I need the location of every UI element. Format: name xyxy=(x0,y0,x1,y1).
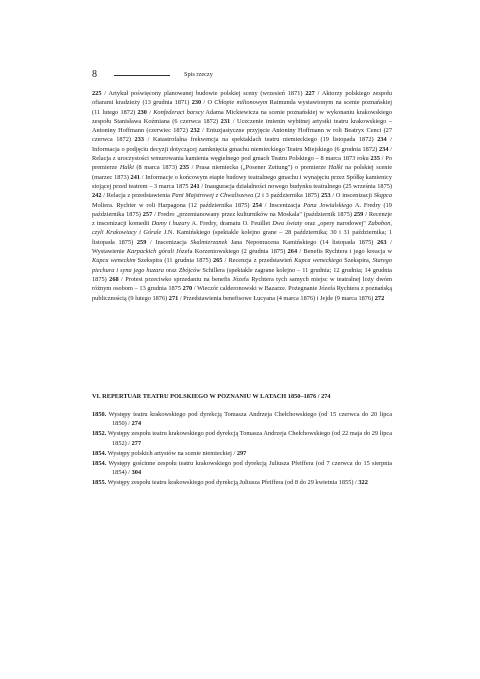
entry-text: Raimunda wystawionym na scenie poznańskiej (11 lutego 1872) xyxy=(92,99,392,116)
toc-paragraph xyxy=(92,89,392,303)
page-ref: 231 xyxy=(220,117,231,125)
page-ref: 233 xyxy=(134,136,145,144)
entry-text: / Prasa niemiecka („Posener Zeitung") o premierze xyxy=(189,164,329,172)
page-ref: 263 xyxy=(377,238,387,246)
toc-entry xyxy=(92,459,392,478)
page-ref: 265 xyxy=(212,257,223,265)
page-ref: 322 xyxy=(358,478,368,486)
entry-text: / Aktorzy polskiego zespołu ofiarami kradzieży (13 grudnia 1871) xyxy=(92,90,392,107)
toc-entries-list xyxy=(92,410,392,488)
page-ref: 277 xyxy=(131,439,142,447)
entry-text: / Fredro „przemianowany przez kulturników na Moskala" (październik 1875) xyxy=(152,210,354,218)
entry-text: / Entuzjastyczne przyjęcie Antoniny Hoffmann w roli Beatryx Cenci (27 czerwca 1872) xyxy=(92,127,392,144)
page-ref: 234 xyxy=(379,145,389,153)
work-title: Konfederaci barscy xyxy=(153,108,204,116)
work-title: Skalmierzanek xyxy=(190,238,228,246)
entry-text: / Wieczór calderonowski w Bazarze. Pożegnanie Józefa Rychtera z poznańską publicznością (9 lutego 1876) xyxy=(92,285,393,302)
entry-text: / Wystawienie xyxy=(92,238,392,256)
toc-entry xyxy=(92,449,392,458)
entry-year: 1854. xyxy=(92,459,107,467)
entry-text: A. Fredry (19 października 1875) xyxy=(92,201,392,218)
work-title: Zabobon, czyli Krakowiacy i Górale xyxy=(92,220,393,237)
entry-text: / Benefis Rychtera i jego kreacja w xyxy=(297,248,393,256)
entry-text: A. Fredry, dramatu O. Feuillet xyxy=(189,220,273,228)
page-ref: 225 xyxy=(92,90,102,97)
work-title: Halki xyxy=(119,164,134,172)
work-title: Chłopie milionowym xyxy=(214,99,268,107)
page-ref: 234 xyxy=(377,136,387,144)
work-title: Dwa światy xyxy=(272,220,303,228)
entry-text: / Katastrofalna frekwencja na spektaklach teatru niemieckiego (19 listopada 1872) xyxy=(144,136,378,144)
entry-text: Występy zespołu teatru krakowskiego pod dyrekcją Juliusza Pfeiffera (od 8 do 29 kwietnia 1855) / xyxy=(106,478,359,486)
entry-text: Występy gościnne zespołu teatru krakowskiego pod dyrekcją Juliusza Pfeiffera (od 7 czerwca do 15 sierpnia 1854) / xyxy=(106,459,392,476)
work-title: Halki xyxy=(328,164,343,172)
entry-text: Szekspira, xyxy=(342,257,373,265)
entry-text: / O inscenizacji xyxy=(330,192,374,200)
page-ref: 242 xyxy=(92,192,102,200)
entry-text: Moliera. Rychter w roli Harpagona (12 października 1875) xyxy=(92,201,253,209)
entry-text: Jana Nepomucena Kamińskiego (14 listopada 1875) xyxy=(227,238,378,246)
entry-text: Schillera (spektakle zagrane kolejno – 11 grudnia; 12 grudnia; 14 grudnia 1875) xyxy=(92,266,392,283)
entry-text: / xyxy=(146,108,154,116)
page-ref: 241 xyxy=(130,173,141,181)
work-title: Pani Majstrowej z Chwaliszewa xyxy=(171,192,254,200)
entry-text: / Inauguracja działalności nowego budynku teatralnego (25 września 1875) xyxy=(199,182,392,190)
entry-text: (2 i 3 października 1875) xyxy=(253,192,322,200)
page-header xyxy=(92,69,412,81)
page-number: 8 xyxy=(92,69,97,80)
page-ref: 235 xyxy=(179,164,190,172)
entry-text: / Recenzja z przedstawień xyxy=(222,257,295,265)
page-ref: 230 xyxy=(137,108,147,116)
toc-continuation-text xyxy=(92,89,392,303)
toc-entry xyxy=(92,478,392,487)
entry-text: / Informacje o końcowym etapie budowy teatralnego gmachu i wynajęciu przez Spółkę kamienicy stojącej przed teatrem – 3 marca 1875 xyxy=(92,173,392,190)
entry-year: 1854. xyxy=(92,449,107,457)
page-ref: 253 xyxy=(321,192,331,200)
page-ref: 297 xyxy=(236,449,247,457)
page-ref: 270 xyxy=(182,285,193,293)
entry-text: / Po premierze xyxy=(92,155,393,172)
entry-text: oraz „opery narodowej" xyxy=(302,220,368,228)
page-ref: 230 xyxy=(191,99,202,107)
entry-text: oraz xyxy=(163,266,179,274)
toc-entry xyxy=(92,429,392,448)
page-ref: 274 xyxy=(131,420,142,428)
entry-year: 1850. xyxy=(92,411,107,418)
entry-text: Józefa Korzeniowskiego (2 grudnia 1875) xyxy=(174,248,288,256)
work-title: Zbójców xyxy=(178,266,201,274)
entry-text: Szekspira (11 grudnia 1875) xyxy=(135,257,213,265)
entry-text: / Inscenizacja xyxy=(146,238,191,246)
entry-text: na polskiej scenie (marzec 1873) xyxy=(92,164,393,181)
page-ref: 227 xyxy=(305,90,315,97)
entry-text: (8 marca 1873) xyxy=(133,164,180,172)
entry-text: / Przedstawienia benefisowe Łucyana (4 marca 1876) i Jejde (9 marca 1876) xyxy=(178,294,375,302)
section-heading: VI. REPERTUAR TEATRU POLSKIEGO W POZNANIU W LATACH 1850–1876 / 274 xyxy=(92,393,331,400)
page-ref: 254 xyxy=(252,201,262,209)
entry-text: / Recenzje z inscenizacji komedii xyxy=(92,210,392,228)
entry-text: / Relacja z przedstawienia xyxy=(101,192,172,200)
entry-text: Występy polskich artystów na scenie niemieckiej / xyxy=(106,449,237,457)
entry-text: / Relacja z uroczystości wmurowania kamienia węgielnego pod gmach Teatru Polskiego – 8 marca 1873 roku xyxy=(92,145,392,163)
page-ref: 272 xyxy=(374,294,385,302)
page-ref: 241 xyxy=(190,182,200,190)
page-ref: 264 xyxy=(287,248,298,256)
entry-text: / Informacja o podjęciu decyzji dotyczącej zamknięcia gmachu niemieckiego Teatru Miejskiego (6 grudnia 1872) xyxy=(92,136,392,153)
entry-text: / Artykuł poświęcony planowanej budowie polskiej sceny (wrzesień 1871) xyxy=(101,90,306,97)
work-title: Kupcu weneckim xyxy=(92,257,136,265)
entry-text: / Uczczenie imienin wybitnej artystki teatru krakowskiego – Antoniny Hoffmann (czerwiec 1872) xyxy=(92,117,392,135)
page-ref: 232 xyxy=(190,127,200,135)
entry-year: 1855. xyxy=(92,478,107,486)
page-ref: 259 xyxy=(353,210,364,218)
entry-text: / Inscenizacja xyxy=(261,201,304,209)
page-ref: 268 xyxy=(109,275,119,283)
work-title: Starego piechura i syna jego huzara xyxy=(92,257,392,274)
page-ref: 271 xyxy=(168,294,179,302)
page-ref: 257 xyxy=(142,210,153,218)
work-title: Skąpca xyxy=(373,192,392,200)
page-ref: 304 xyxy=(131,468,142,476)
entry-text: Występy zespołu teatru krakowskiego pod dyrekcją Tomasza Andrzeja Chełchowskiego (od 22 maja do 29 lipca 1852) / xyxy=(106,430,392,447)
entry-text: Adama Mickiewicza na scenie poznańskiej w wykonaniu krakowskiego zespołu Stanisława Koźmiana (6 czerwca 1872) xyxy=(92,108,392,125)
page-ref: 235 xyxy=(370,155,380,163)
entry-year: 1852. xyxy=(92,430,107,438)
header-rule xyxy=(114,75,170,76)
toc-entry xyxy=(92,410,392,429)
entry-text: J.N. Kamińskiego (spektakle kolejno grane – 28 października; 30 i 31 października; 1 listopada 1875) xyxy=(92,229,392,246)
entry-text: / Protest przeciwko sprzedaniu na benefis Józefa Rychtera tych samych miejsc w teatralnej loży dwóm różnym osobom – 13 grudnia 1875 xyxy=(92,275,392,293)
work-title: Karpackich górali xyxy=(126,248,175,256)
entry-text: / O xyxy=(201,99,215,107)
work-title: Damy i huzary xyxy=(151,220,190,228)
page-ref: 259 xyxy=(136,238,147,246)
work-title: Pana Jowialskiego xyxy=(303,201,353,209)
entry-text: Występy teatru krakowskiego pod dyrekcją Tomasza Andrzeja Chełchowskiego (od 15 czerwca do 20 lipca 1850) / xyxy=(106,411,392,428)
work-title: Kupca weneckiego xyxy=(294,257,343,265)
running-title: Spis rzeczy xyxy=(184,71,213,78)
